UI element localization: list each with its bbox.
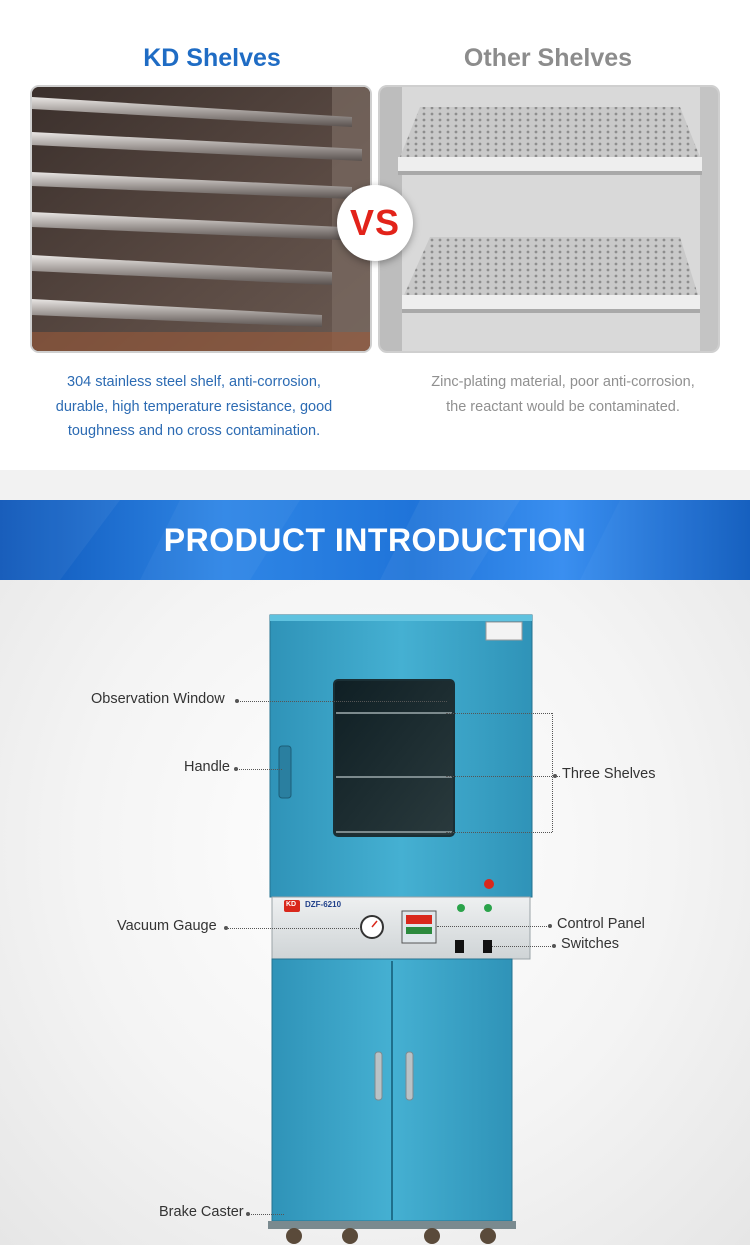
- brake-caster-dot: [246, 1212, 250, 1216]
- observation-window-label: Observation Window: [91, 691, 225, 707]
- vs-badge: [337, 185, 413, 261]
- observation-window-dot: [235, 699, 239, 703]
- kd-shelves-photo: [30, 85, 372, 353]
- handle-dot: [234, 767, 238, 771]
- brake-caster-leader: [248, 1214, 284, 1215]
- kd-desc-line: toughness and no cross contamination.: [67, 423, 321, 439]
- logo-text: KD: [286, 901, 297, 908]
- banner-title: PRODUCT INTRODUCTION: [163, 522, 587, 558]
- other-shelves-photo: [378, 85, 720, 353]
- vacuum-gauge-leader: [226, 928, 361, 929]
- model-plate: DZF-6210: [305, 900, 342, 909]
- switches-label: Switches: [561, 936, 620, 952]
- kd-shelves-description: [24, 370, 364, 444]
- shelf-leader-top: [446, 713, 552, 714]
- other-shelves-description: [393, 370, 733, 419]
- control-panel-leader: [437, 926, 549, 927]
- product-introduction-banner: [0, 500, 750, 580]
- control-panel-dot: [548, 924, 552, 928]
- switches-dot: [552, 944, 556, 948]
- other-shelves-title: Other Shelves: [463, 44, 633, 72]
- kd-shelves-title: KD Shelves: [143, 44, 281, 72]
- vs-label: VS: [349, 202, 401, 243]
- vacuum-gauge-dot: [224, 926, 228, 930]
- shelf-dot: [553, 774, 557, 778]
- observation-window-leader: [237, 701, 447, 702]
- handle-label: Handle: [184, 759, 230, 775]
- control-panel-label: Control Panel: [557, 916, 645, 932]
- shelf-comparison: [0, 0, 750, 470]
- section-gap: [0, 470, 750, 500]
- brake-caster-label: Brake Caster: [159, 1204, 244, 1220]
- kd-desc-line: 304 stainless steel shelf, anti-corrosion,: [67, 374, 321, 390]
- handle-leader: [236, 769, 282, 770]
- shelf-leader-bracket: [552, 713, 553, 832]
- three-shelves-label: Three Shelves: [562, 766, 656, 782]
- shelf-leader-bottom: [446, 832, 552, 833]
- vacuum-gauge-label: Vacuum Gauge: [117, 918, 217, 934]
- shelf-leader-mid: [446, 776, 560, 777]
- kd-desc-line: durable, high temperature resistance, good: [55, 398, 333, 415]
- vacuum-oven-illustration: [0, 580, 750, 1245]
- other-desc-line: Zinc-plating material, poor anti-corrosion,: [431, 374, 695, 390]
- product-diagram: [0, 580, 750, 1245]
- other-desc-line: the reactant would be contaminated.: [446, 398, 680, 415]
- switches-leader: [492, 946, 553, 947]
